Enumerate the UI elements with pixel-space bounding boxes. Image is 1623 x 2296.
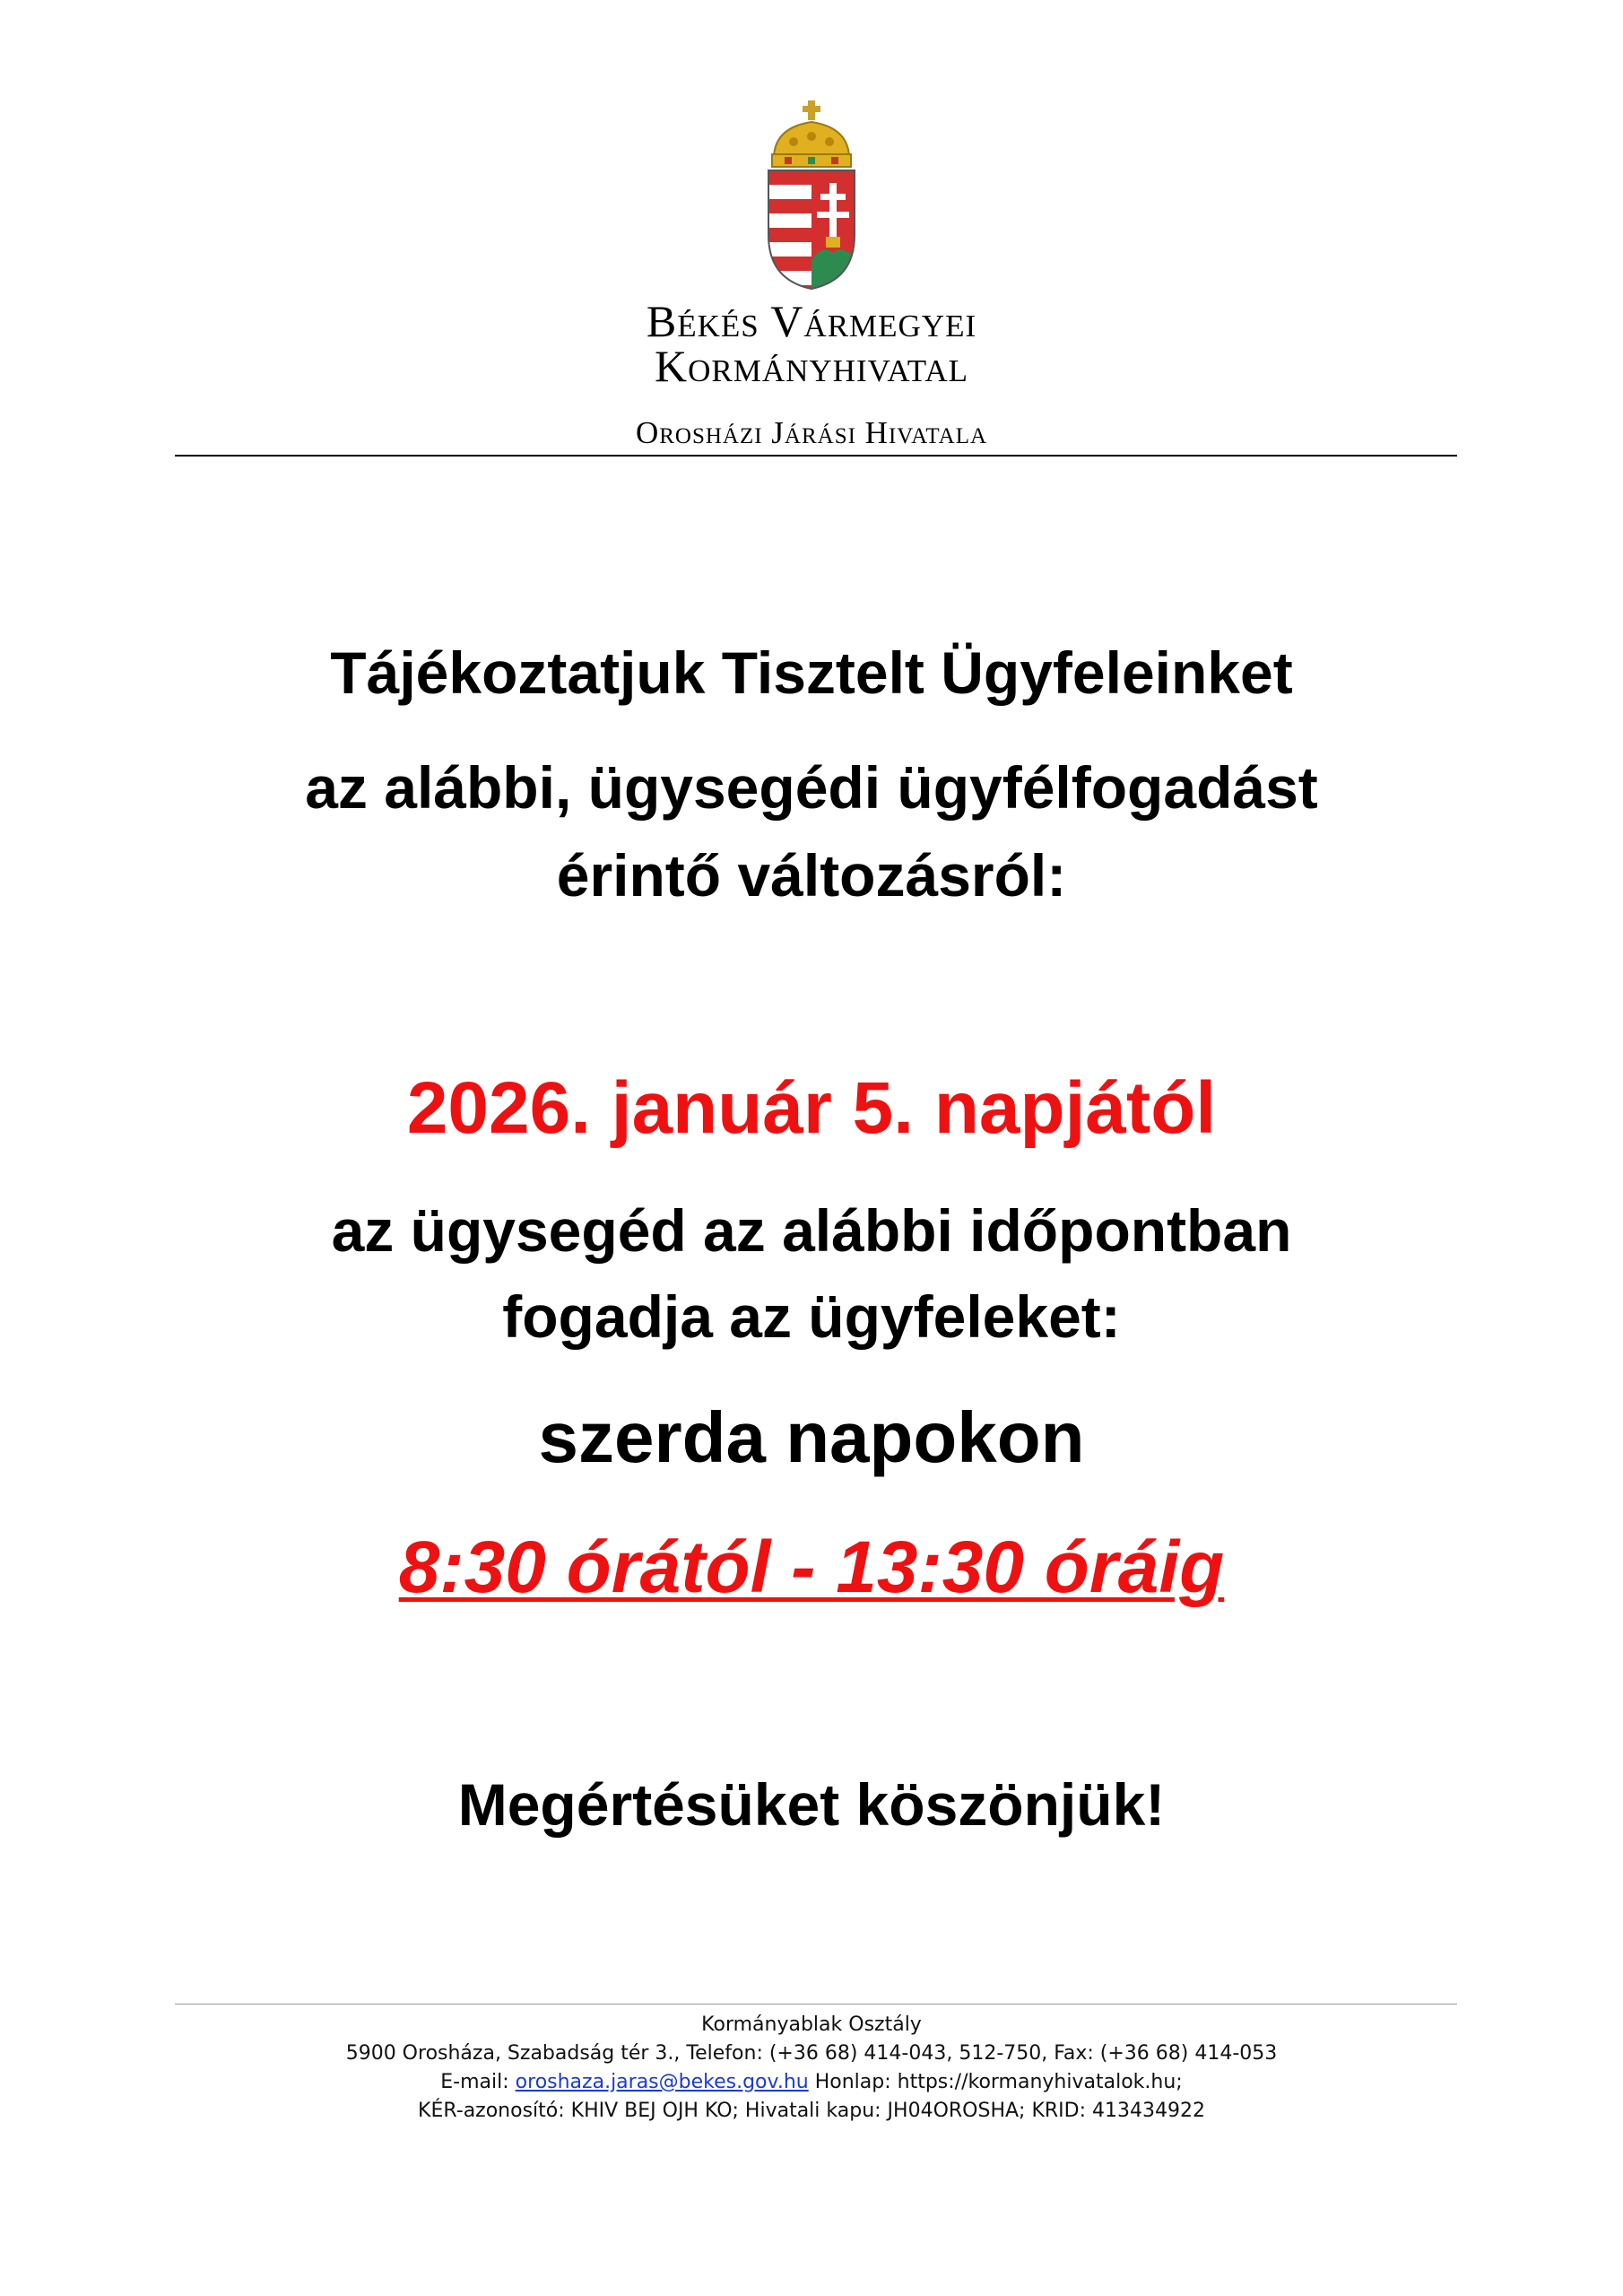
footer-department: Kormányablak Osztály	[701, 2013, 922, 2036]
hungarian-coat-of-arms-icon	[767, 100, 856, 292]
notice-line-1: Tájékoztatjuk Tisztelt Ügyfeleinket	[330, 639, 1293, 706]
footer-divider	[175, 2004, 1457, 2005]
footer-email-link[interactable]: oroshaza.jaras@bekes.gov.hu	[515, 2071, 809, 2093]
footer-contact	[0, 2068, 1623, 2097]
effective-date: 2026. január 5. napjától	[406, 1067, 1217, 1149]
thanks-message: Megértésüket köszönjük!	[457, 1771, 1166, 1838]
notice-line-3: érintő változásról:	[556, 842, 1067, 909]
notice-line-4: az ügysegéd az alábbi időpontban	[331, 1197, 1292, 1264]
notice-line-5: fogadja az ügyfeleket:	[502, 1283, 1121, 1350]
notice-line-2: az alábbi, ügysegédi ügyfélfogadást	[305, 754, 1318, 821]
footer-identifiers: KÉR-azonosító: KHIV BEJ OJH KO; Hivatali kapu: JH04OROSHA; KRID: 413434922	[418, 2100, 1205, 2122]
footer-address: 5900 Orosháza, Szabadság tér 3., Telefon: (+36 68) 414-043, 512-750, Fax: (+36 68) 414-053	[345, 2042, 1278, 2065]
header-divider	[175, 455, 1457, 457]
office-name-line2: Kormányhivatal	[654, 341, 968, 391]
reception-day: szerda napokon	[538, 1397, 1085, 1477]
district-office-name: Orosházi Járási Hivatala	[635, 415, 988, 450]
footer-email-label: E-mail:	[440, 2071, 509, 2093]
office-name-line1: Békés Vármegyei	[646, 296, 977, 346]
footer-homepage: Honlap: https://kormanyhivatalok.hu;	[814, 2071, 1183, 2093]
reception-hours: 8:30 órától - 13:30 óráig	[398, 1526, 1225, 1608]
